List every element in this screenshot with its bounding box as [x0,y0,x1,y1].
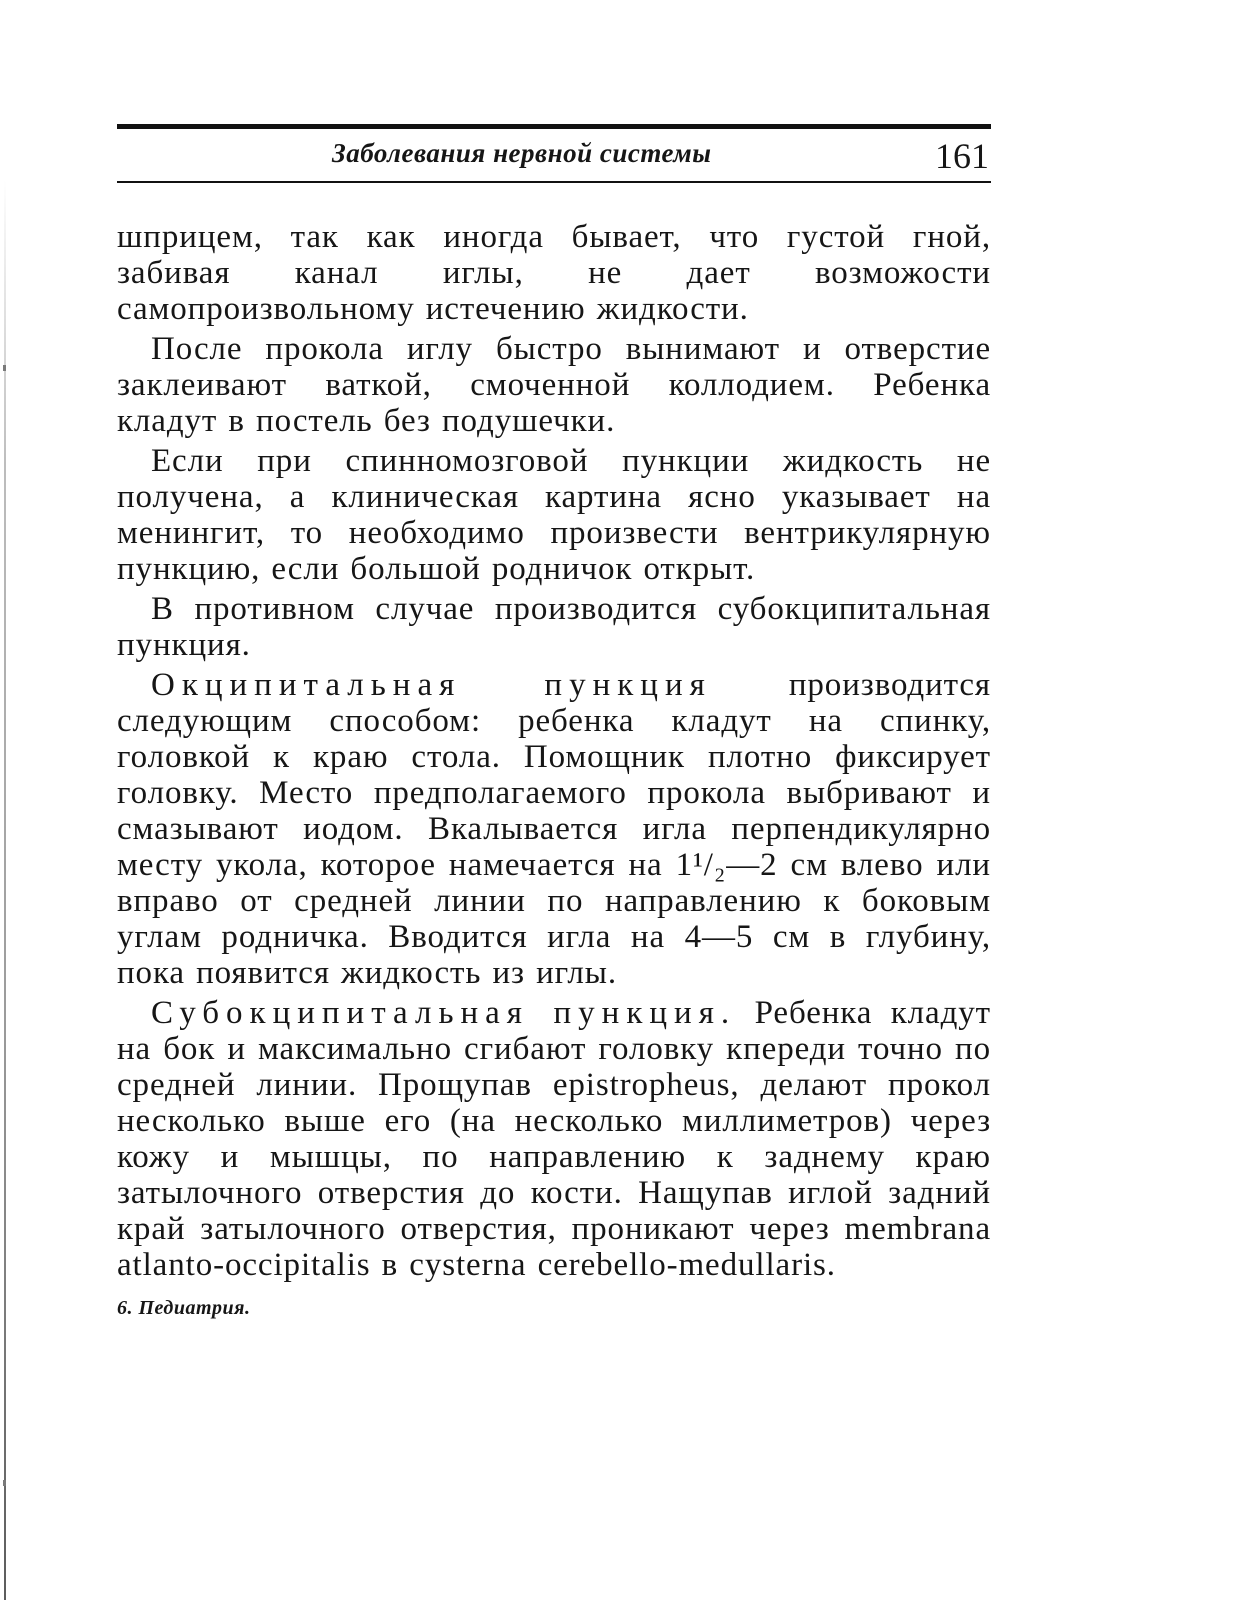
header-rule-bottom [117,181,991,183]
paragraph [117,443,991,587]
spaced-term: Окципитальная пункция [151,667,712,703]
book-page [117,124,991,1320]
page-number: 161 [935,136,989,176]
scan-binding-edge [4,180,6,1600]
paragraph-text: В противном случае производится субокципитальная пункция. [117,591,991,663]
body-text [117,219,991,1283]
paragraph-text: шприцем, так как иногда бывает, что густой гной, забивая канал иглы, не дает возможости самопроизвольному истечению жидкости. [117,219,991,327]
paragraph-continued [117,219,991,327]
paragraph [117,331,991,439]
paragraph-occipital-puncture [117,667,991,991]
paragraph-text: Если при спинномозговой пункции жидкость не получена, а клиническая картина ясно указывает на менингит, то необходимо произвести вентрикулярную пункцию, если большой родничок открыт. [117,443,991,587]
signature-mark: 6. Педиатрия. [117,1297,251,1319]
paragraph-suboccipital-puncture [117,995,991,1283]
running-head: Заболевания нервной системы [332,138,712,168]
scan-speck [3,365,6,371]
paragraph-text: После прокола иглу быстро вынимают и отверстие заклеивают ваткой, смоченной коллодием. Ребенка кладут в постель без подушечки. [117,331,991,439]
page-header [117,129,991,181]
paragraph-text: Ребенка кладут на бок и максимально сгибают головку кпереди точно по средней линии. Прощупав epistropheus, делают прокол несколько выше его (на несколько миллиметров) через кожу и мышцы, по направлению к заднему краю затылочного отверстия до кости. Нащупав иглой задний край затылочного отверстия, проникают через membrana atlanto-occipitalis в cysterna cerebello-medullaris. [117,995,991,1283]
scan-speck [3,1480,6,1486]
paragraph [117,591,991,663]
spaced-term: Субокципитальная пункция. [151,995,737,1031]
paragraph-text: производится следующим способом: ребенка кладут на спинку, головкой к краю стола. Помощник плотно фиксирует головку. Место предполагаемого прокола выбривают и смазывают иодом. Вкалывается игла перпендикулярно месту укола, которое намечается на 1¹/₂—2 см влево или вправо от средней линии по направлению к боковым углам родничка. Вводится игла на 4—5 см в глубину, пока появится жидкость из иглы. [117,667,991,991]
